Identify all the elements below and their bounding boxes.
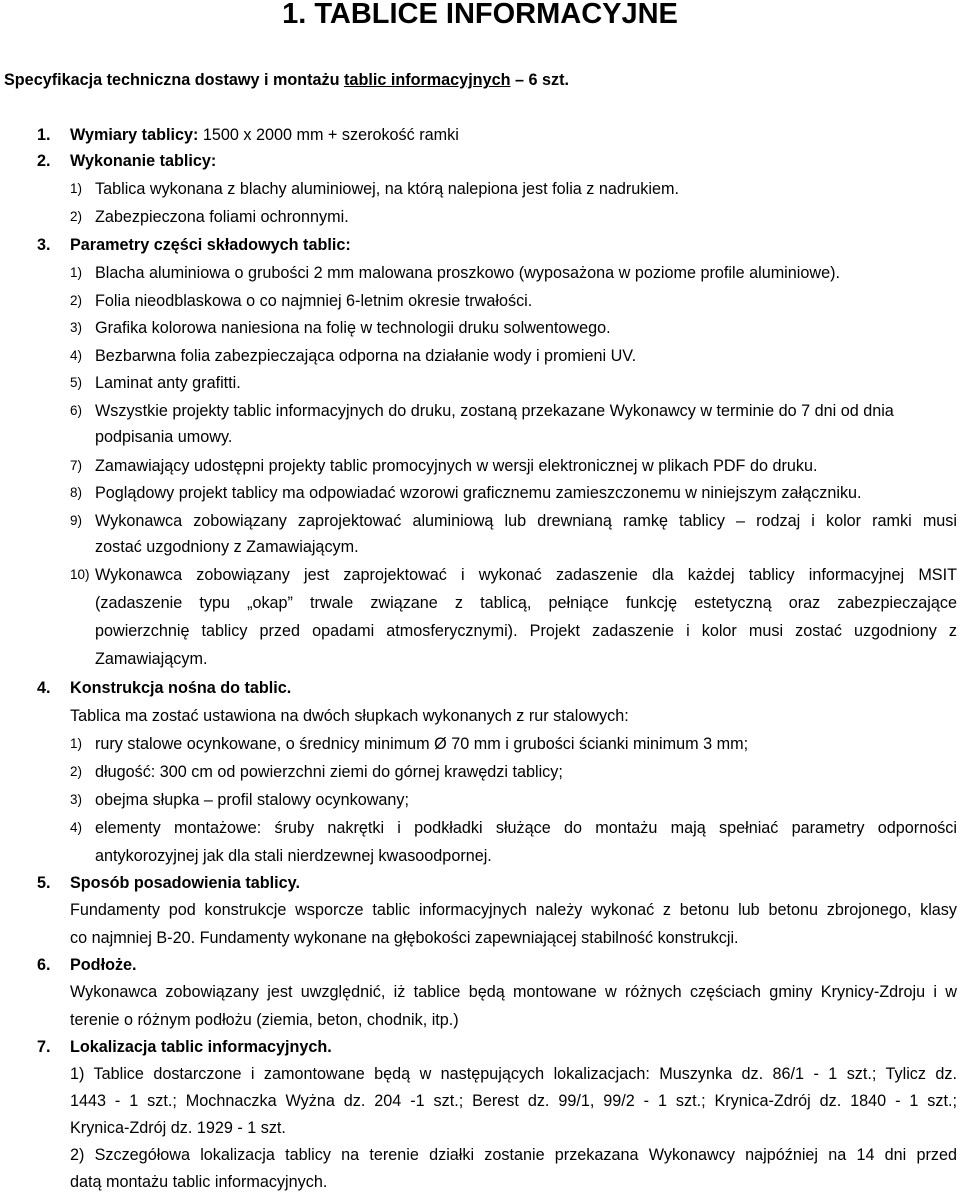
item-4-sub-3-text: obejma słupka – profil stalowy ocynkowany; — [95, 791, 410, 809]
item-4-sub-4-line-2: antykorozyjnej jak dla stali nierdzewnej kwasoodpornej. — [95, 847, 492, 865]
page-title: 1. TABLICE INFORMACYJNE — [282, 0, 678, 30]
item-2-sub-2-number: 2) — [70, 209, 83, 224]
item-2-sub-1-number: 1) — [70, 181, 83, 196]
item-5-line-1: Fundamenty pod konstrukcje wsporcze tablic informacyjnych należy wykonać z betonu lub betonu zbrojonego, klasy — [70, 901, 957, 919]
item-1-label: Wymiary tablicy: — [70, 126, 199, 144]
item-3-sub-7-number: 7) — [70, 458, 83, 473]
item-7-paragraph-1-line-1: 1) Tablice dostarczone i zamontowane będą w następujących lokalizacjach: Muszynka dz. 86/1 - 1 szt.; Tylicz dz. — [70, 1065, 957, 1083]
item-3-sub-7-text: Zamawiający udostępni projekty tablic promocyjnych w wersji elektronicznej w plikach PDF do druku. — [95, 457, 818, 475]
item-3-sub-5-text: Laminat anty grafitti. — [95, 374, 241, 392]
item-3-sub-10-line-4: Zamawiającym. — [95, 650, 208, 668]
item-3-sub-6-line-1: Wszystkie projekty tablic informacyjnych do druku, zostaną przekazane Wykonawcy w terminie do 7 dni od dnia — [95, 402, 894, 420]
item-4-sub-1-text: rury stalowe ocynkowane, o średnicy minimum Ø 70 mm i grubości ścianki minimum 3 mm; — [95, 735, 749, 753]
item-3-sub-10-line-1: Wykonawca zobowiązany jest zaprojektować i wykonać zadaszenie dla każdej tablicy informacyjnej MSIT — [95, 566, 957, 584]
item-3-sub-8-number: 8) — [70, 485, 83, 500]
item-6-label: Podłoże. — [70, 956, 137, 974]
item-4-sub-1-number: 1) — [70, 736, 83, 751]
item-4-sub-4-number: 4) — [70, 820, 83, 835]
item-6-number: 6. — [37, 956, 51, 974]
spec-heading — [4, 67, 569, 93]
item-4-sub-2-text: długość: 300 cm od powierzchni ziemi do górnej krawędzi tablicy; — [95, 763, 563, 781]
item-3-sub-10-number: 10) — [70, 567, 90, 582]
item-4-number: 4. — [37, 679, 51, 697]
item-3-sub-10-line-2: (zadaszenie typu „okap” trwale związane z tablicą, pełniące funkcję estetyczną oraz zabezpieczające — [95, 594, 957, 612]
item-2-number: 2. — [37, 152, 51, 170]
item-3-label: Parametry części składowych tablic: — [70, 236, 351, 254]
item-3-sub-9-line-1: Wykonawca zobowiązany zaprojektować aluminiową lub drewnianą ramkę tablicy – rodzaj i kolor ramki musi — [95, 512, 957, 530]
item-1-text: 1500 x 2000 mm + szerokość ramki — [198, 126, 459, 144]
item-7-number: 7. — [37, 1038, 51, 1056]
item-3-sub-1-number: 1) — [70, 265, 83, 280]
item-3-sub-1-text: Blacha aluminiowa o grubości 2 mm malowana proszkowo (wyposażona w poziome profile aluminiowe). — [95, 264, 840, 282]
item-4-sub-3-number: 3) — [70, 792, 83, 807]
item-3-sub-3-text: Grafika kolorowa naniesiona na folię w technologii druku solwentowego. — [95, 319, 611, 337]
item-1-number: 1. — [37, 126, 51, 144]
item-7-paragraph-1-line-3: Krynica-Zdrój dz. 1929 - 1 szt. — [70, 1119, 286, 1137]
item-6-line-1: Wykonawca zobowiązany jest uwzględnić, iż tablice będą montowane w różnych częściach gminy Krynicy-Zdroju i w — [70, 983, 957, 1001]
item-7-paragraph-2-line-2: datą montażu tablic informacyjnych. — [70, 1173, 328, 1191]
item-5-label: Sposób posadowienia tablicy. — [70, 874, 300, 892]
item-3-sub-4-text: Bezbarwna folia zabezpieczająca odporna na działanie wody i promieni UV. — [95, 347, 637, 365]
item-4-intro: Tablica ma zostać ustawiona na dwóch słupkach wykonanych z rur stalowych: — [70, 707, 629, 725]
item-3-sub-9-number: 9) — [70, 513, 83, 528]
item-3-sub-6-line-2: podpisania umowy. — [95, 428, 233, 446]
item-4-sub-2-number: 2) — [70, 764, 83, 779]
spec-underlined: tablic informacyjnych — [344, 71, 511, 89]
item-6-line-2: terenie o różnym podłożu (ziemia, beton, chodnik, itp.) — [70, 1011, 459, 1029]
item-1 — [70, 122, 459, 148]
item-3-sub-8-text: Poglądowy projekt tablicy ma odpowiadać wzorowi graficznemu zamieszczonemu w niniejszym załączniku. — [95, 484, 862, 502]
item-3-sub-6-number: 6) — [70, 403, 83, 418]
item-3-sub-2-number: 2) — [70, 293, 83, 308]
item-7-label: Lokalizacja tablic informacyjnych. — [70, 1038, 332, 1056]
item-3-sub-4-number: 4) — [70, 348, 83, 363]
item-2-sub-1-text: Tablica wykonana z blachy aluminiowej, na którą nalepiona jest folia z nadrukiem. — [95, 180, 679, 198]
item-5-line-2: co najmniej B-20. Fundamenty wykonane na głębokości zapewniającej stabilność konstrukcji. — [70, 929, 739, 947]
item-4-label: Konstrukcja nośna do tablic. — [70, 679, 292, 697]
item-3-sub-3-number: 3) — [70, 320, 83, 335]
item-7-paragraph-1-line-2: 1443 - 1 szt.; Mochnaczka Wyżna dz. 204 -1 szt.; Berest dz. 99/1, 99/2 - 1 szt.; Krynica-Zdrój dz. 1840 - 1 szt.; — [70, 1092, 957, 1110]
spec-suffix: – 6 szt. — [510, 71, 569, 89]
spec-prefix: Specyfikacja techniczna dostawy i montażu — [4, 71, 345, 89]
item-3-sub-5-number: 5) — [70, 375, 83, 390]
item-4-sub-4-line-1: elementy montażowe: śruby nakrętki i podkładki służące do montażu mają spełniać parametry odporności — [95, 819, 957, 837]
item-2-label: Wykonanie tablicy: — [70, 152, 217, 170]
item-5-number: 5. — [37, 874, 51, 892]
item-3-number: 3. — [37, 236, 51, 254]
item-3-sub-2-text: Folia nieodblaskowa o co najmniej 6-letnim okresie trwałości. — [95, 292, 533, 310]
item-2-sub-2-text: Zabezpieczona foliami ochronnymi. — [95, 208, 349, 226]
item-3-sub-9-line-2: zostać uzgodniony z Zamawiającym. — [95, 538, 359, 556]
item-7-paragraph-2-line-1: 2) Szczegółowa lokalizacja tablicy na terenie działki zostanie przekazana Wykonawcy najpóźniej na 14 dni przed — [70, 1146, 957, 1164]
item-3-sub-10-line-3: powierzchnię tablicy przed opadami atmosferycznymi). Projekt zadaszenie i kolor musi zostać uzgodniony z — [95, 622, 957, 640]
